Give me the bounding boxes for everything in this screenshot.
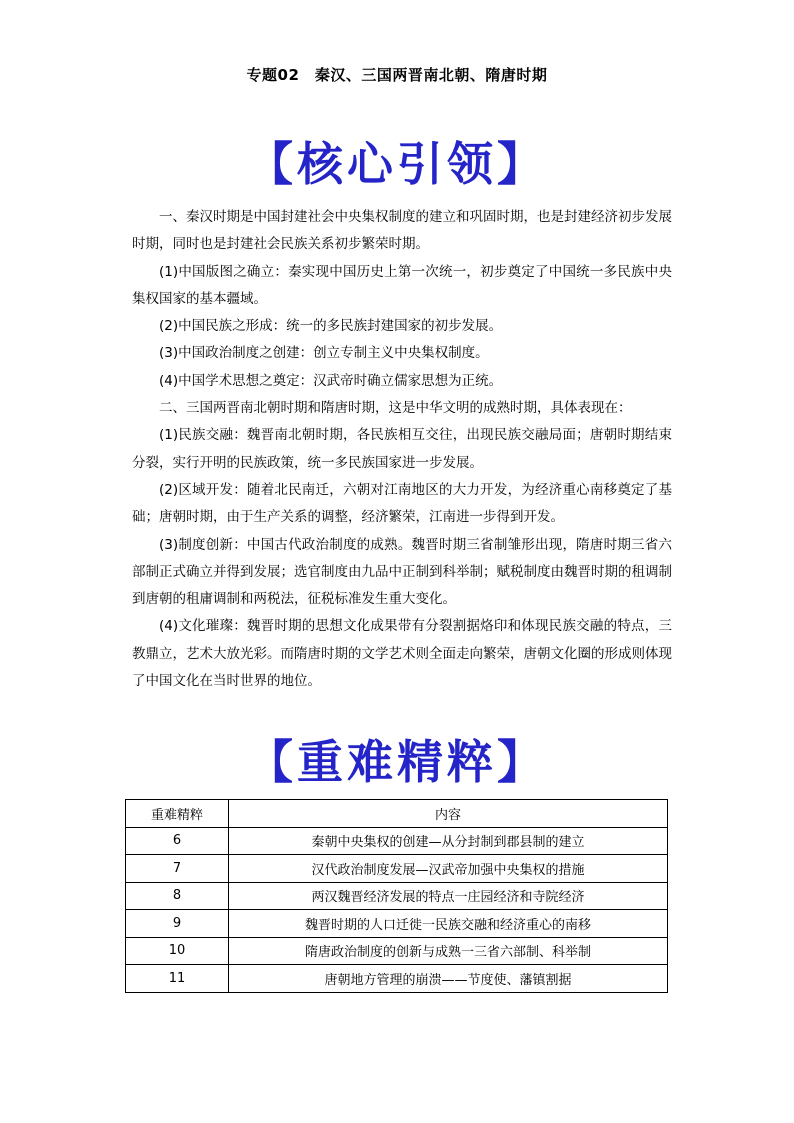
- table-row: [126, 910, 668, 938]
- paragraph: (4)中国学术思想之奠定：汉武帝时确立儒家思想为正统。: [159, 372, 503, 389]
- topic-number: 9: [126, 910, 229, 938]
- topic-content: 隋唐政治制度的创新与成熟一三省六部制、科举制: [229, 937, 668, 965]
- paragraph: 二、三国两晋南北朝时期和隋唐时期，这是中华文明的成熟时期，具体表现在：: [159, 400, 632, 417]
- table-row: [126, 855, 668, 883]
- topic-content: 秦朝中央集权的创建—从分封制到郡县制的建立: [229, 827, 668, 855]
- topic-content: 两汉魏晋经济发展的特点一庄园经济和寺院经济: [229, 882, 668, 910]
- topic-number: 6: [126, 827, 229, 855]
- topics-table: [125, 799, 668, 993]
- topic-number: 7: [126, 855, 229, 883]
- paragraph: (2)区域开发：随着北民南迁，六朝对江南地区的大力开发，为经济重心南移奠定了基础；唐朝时期，由于生产关系的调整，经济繁荣，江南进一步得到开发。: [132, 481, 672, 526]
- core-banner: 【核心引领】: [247, 137, 547, 191]
- paragraph: (1)中国版图之确立：秦实现中国历史上第一次统一，初步奠定了中国统一多民族中央集权国家的基本疆域。: [132, 263, 672, 307]
- topic-number: 10: [126, 937, 229, 965]
- header-cell-content: 内容: [229, 800, 668, 828]
- page-title: 专题02 秦汉、三国两晋南北朝、隋唐时期: [246, 66, 548, 84]
- paragraph: (3)中国政治制度之创建：创立专制主义中央集权制度。: [159, 345, 489, 362]
- paragraph: 一、秦汉时期是中国封建社会中央集权制度的建立和巩固时期，也是封建经济初步发展时期，同时也是封建社会民族关系初步繁荣时期。: [132, 209, 672, 253]
- paragraph: (1)民族交融：魏晋南北朝时期，各民族相互交往，出现民族交融局面；唐朝时期结束分裂，实行开明的民族政策，统一多民族国家进一步发展。: [132, 427, 672, 471]
- paragraph: (4)文化璀璨：魏晋时期的思想文化成果带有分裂割据烙印和体现民族交融的特点，三教鼎立，艺术大放光彩。而隋唐时期的文学艺术则全面走向繁荣，唐朝文化圈的形成则体现了中国文化在当时世界的地位。: [132, 618, 672, 690]
- table-row: [126, 937, 668, 965]
- table-row: [126, 882, 668, 910]
- table-header-row: [126, 800, 668, 828]
- topic-content: 唐朝地方管理的崩溃——节度使、藩镇割据: [229, 965, 668, 993]
- body-text: [132, 204, 672, 695]
- topic-number: 8: [126, 882, 229, 910]
- paragraph: (3)制度创新：中国古代政治制度的成熟。魏晋时期三省制雏形出现，隋唐时期三省六部制正式确立并得到发展；选官制度由九品中正制到科举制；赋税制度由魏晋时期的租调制到唐朝的租庸调制和两税法，征税标准发生重大变化。: [132, 536, 672, 608]
- topic-number: 11: [126, 965, 229, 993]
- table-row: [126, 827, 668, 855]
- topic-content: 魏晋时期的人口迁徙一民族交融和经济重心的南移: [229, 910, 668, 938]
- paragraph: (2)中国民族之形成：统一的多民族封建国家的初步发展。: [159, 318, 503, 335]
- key-points-banner: 【重难精粹】: [247, 735, 547, 789]
- header-cell-topic: 重难精粹: [126, 800, 229, 828]
- topic-content: 汉代政治制度发展—汉武帝加强中央集权的措施: [229, 855, 668, 883]
- table-row: [126, 965, 668, 993]
